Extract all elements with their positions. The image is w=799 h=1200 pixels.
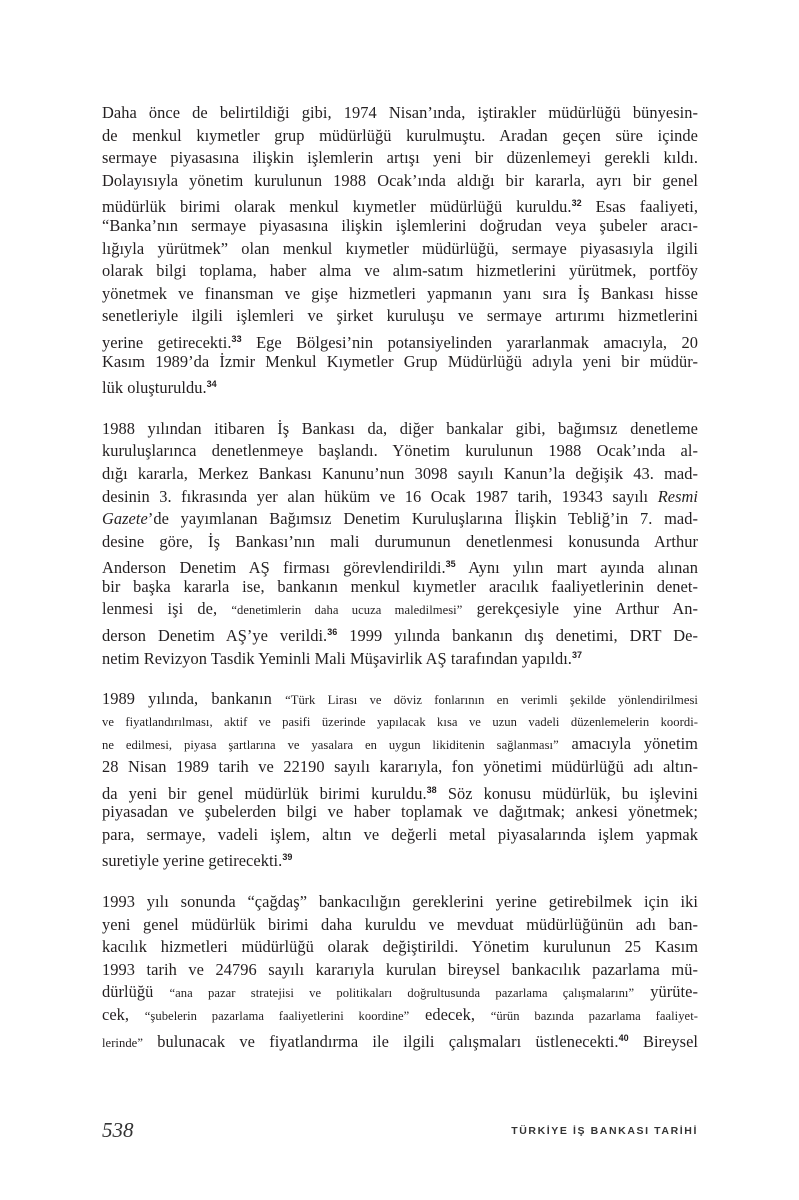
footnote-ref-32[interactable]: 32 [571,198,582,209]
quotation: ne edilmesi, piyasa şartlarına ve yasalara en uygun likiditenin sağlanması” [102,738,559,753]
text-line: yeni genel müdürlük birimi daha kuruldu ve mevduat müdürlüğünün adı ban- [102,914,698,934]
text-line: sermaye piyasasına ilişkin işlemlerin artışı yeni bir düzenlemeyi gerekli kıldı. [102,148,698,168]
text-line: “Banka’nın sermaye piyasasına ilişkin işlemlerini doğrudan veya şubeler aracı- [102,215,698,235]
text-line: netim Revizyon Tasdik Yeminli Mali Müşavirlik AŞ tarafından yapıldı.$^{37}$ [102,648,583,668]
text-line: de menkul kıymetler grup müdürlüğü kurulmuştu. Aradan geçen süre içinde [102,125,698,145]
text-line: kacılık hizmetleri müdürlüğü olarak değiştirildi. Yönetim kurulunun 25 Kasım [102,937,698,957]
quotation: “denetimlerin daha ucuza maledilmesi” [231,603,463,618]
italic-title: Gazete [102,509,148,529]
text-line: dürlüğü “ana pazar stratejisi ve politikaları doğrultusunda pazarlama çalışmalarını” yürüte- [102,982,698,1002]
text-line: olarak bilgi toplama, haber alma ve alım-satım hizmetlerini yürütmek, portföy [102,261,698,281]
quotation: “ana pazar stratejisi ve politikaları doğrultusunda pazarlama çalışmalarını” [169,986,635,1001]
text-line: Gazete’de yayımlanan Bağımsız Denetim Kuruluşlarına İlişkin Tebliğ’in 7. mad- [102,509,698,529]
text-line: lığıyla yürütmek” olan menkul kıymetler müdürlüğü, sermaye piyasasıyla ilgili [102,238,698,258]
text-line: 28 Nisan 1989 tarih ve 22190 sayılı kararıyla, fon yönetimi müdürlüğü adı altın- [102,757,698,777]
footnote-ref-38[interactable]: 38 [426,784,437,795]
text-line: 1993 yılı sonunda “çağdaş” bankacılığın gereklerini yerine getirebilmek için iki [102,892,698,911]
text-line: yerine getirecekti.$^{33}$ Ege Bölgesi’nin potansiyelinden yararlanmak amacıyla, 20 [102,332,698,352]
text-line: da yeni bir genel müdürlük birimi kuruldu.$^{38}$ Söz konusu müdürlük, bu işlevini [102,783,698,803]
text-line: bir başka kararla ise, bankanın menkul kıymetler aracılık faaliyetlerinin denet- [102,576,698,596]
text-line: yönetmek ve finansman ve gişe hizmetleri yapmanın yanı sıra İş Bankası hisse [102,283,698,303]
text-line: piyasadan ve şubelerden bilgi ve haber toplamak ve dağıtmak; ankesi yönetmek; [102,802,698,822]
text-line: suretiyle yerine getirecekti.$^{39}$ [102,851,293,871]
footnote-ref-37[interactable]: 37 [571,649,583,660]
quotation: “ürün bazında pazarlama faaliyet- [490,1008,698,1023]
text-line: lerinde” bulunacak ve fiyatlandırma ile ilgili çalışmaları üstlenecekti.$^{40}$ Bireysel [102,1031,698,1051]
text-line: Kasım 1989’da İzmir Menkul Kıymetler Grup Müdürlüğü adıyla yeni bir müdür- [102,351,698,371]
text-line: dığı kararla, Merkez Bankası Kanunu’nun 3098 sayılı Kanun’la değişik 43. mad- [102,463,698,483]
paragraph-2 [102,418,698,667]
text-line: desinin 3. fıkrasında yer alan hüküm ve 16 Ocak 1987 tarih, 19343 sayılı Resmi [102,486,698,506]
quotation: lerinde” [102,1035,143,1050]
footnote-ref-36[interactable]: 36 [327,627,338,638]
text-line: 1989 yılında, bankanın “Türk Lirası ve döviz fonlarının en verimli şekilde yönlendirilmesi [102,689,698,709]
text-line: ve fiyatlandırılması, aktif ve pasifi üzerinde yapılacak kısa ve uzun vadeli düzenlemelerin koordi- [102,714,698,729]
text-line: cek, “şubelerin pazarlama faaliyetlerini koordine” edecek, “ürün bazında pazarlama faaliyet- [102,1004,698,1024]
footnote-ref-35[interactable]: 35 [445,559,456,570]
text-line: Dolayısıyla yönetim kurulunun 1988 Ocak’ında aldığı bir kararla, ayrı bir genel [102,170,698,190]
paragraph-4 [102,891,698,1049]
quotation: “Türk Lirası ve döviz fonlarının en verimli şekilde yönlendirilmesi [285,693,698,708]
text-line: derson Denetim AŞ’ye verildi.$^{36}$ 1999 yılında bankanın dış denetimi, DRT De- [102,626,698,646]
text-line: 1988 yılından itibaren İş Bankası da, diğer bankalar gibi, bağımsız denetleme [102,418,698,438]
text-line: müdürlük birimi olarak menkul kıymetler müdürlüğü kuruldu.$^{32}$ Esas faaliyeti, [102,197,698,217]
footnote-ref-39[interactable]: 39 [282,852,293,863]
text-line: Anderson Denetim AŞ firması görevlendirildi.$^{35}$ Aynı yılın mart ayında alınan [102,558,698,578]
text-line: kuruluşlarınca denetlenmeye başlandı. Yönetim kurulunun 1988 Ocak’ında al- [102,441,698,461]
text-line: ne edilmesi, piyasa şartlarına ve yasalara en uygun likiditenin sağlanması” amacıyla yönetim [102,734,698,754]
text-line: lenmesi işi de, “denetimlerin daha ucuza maledilmesi” gerekçesiyle yine Arthur An- [102,599,698,619]
footnote-ref-34[interactable]: 34 [206,379,217,390]
page-body [102,102,698,1071]
paragraph-1 [102,102,698,396]
text-line: senetleriyle ilgili işlemleri ve şirket kuruluşu ve sermaye artırımı hizmetlerini [102,306,698,326]
footnote-ref-33[interactable]: 33 [231,333,242,344]
italic-title: Resmi [657,486,698,506]
text-line: para, sermaye, vadeli işlem, altın ve değerli metal piyasalarında işlem yapmak [102,824,698,844]
footnote-ref-40[interactable]: 40 [618,1032,629,1043]
text-line: lük oluşturuldu.$^{34}$ [102,378,217,398]
paragraph-3 [102,688,698,869]
quotation: “şubelerin pazarlama faaliyetlerini koordine” [144,1008,410,1023]
page-footer [102,1118,698,1148]
running-title: TÜRKİYE İŞ BANKASI TARİHİ [511,1125,698,1137]
text-line: 1993 tarih ve 24796 sayılı kararıyla kurulan bireysel bankacılık pazarlama mü- [102,959,698,979]
text-line: desine göre, İş Bankası’nın mali durumunun denetlenmesi konusunda Arthur [102,531,698,551]
page-number: 538 [102,1118,134,1142]
text-line: Daha önce de belirtildiği gibi, 1974 Nisan’ında, iştirakler müdürlüğü bünyesin- [102,103,698,122]
